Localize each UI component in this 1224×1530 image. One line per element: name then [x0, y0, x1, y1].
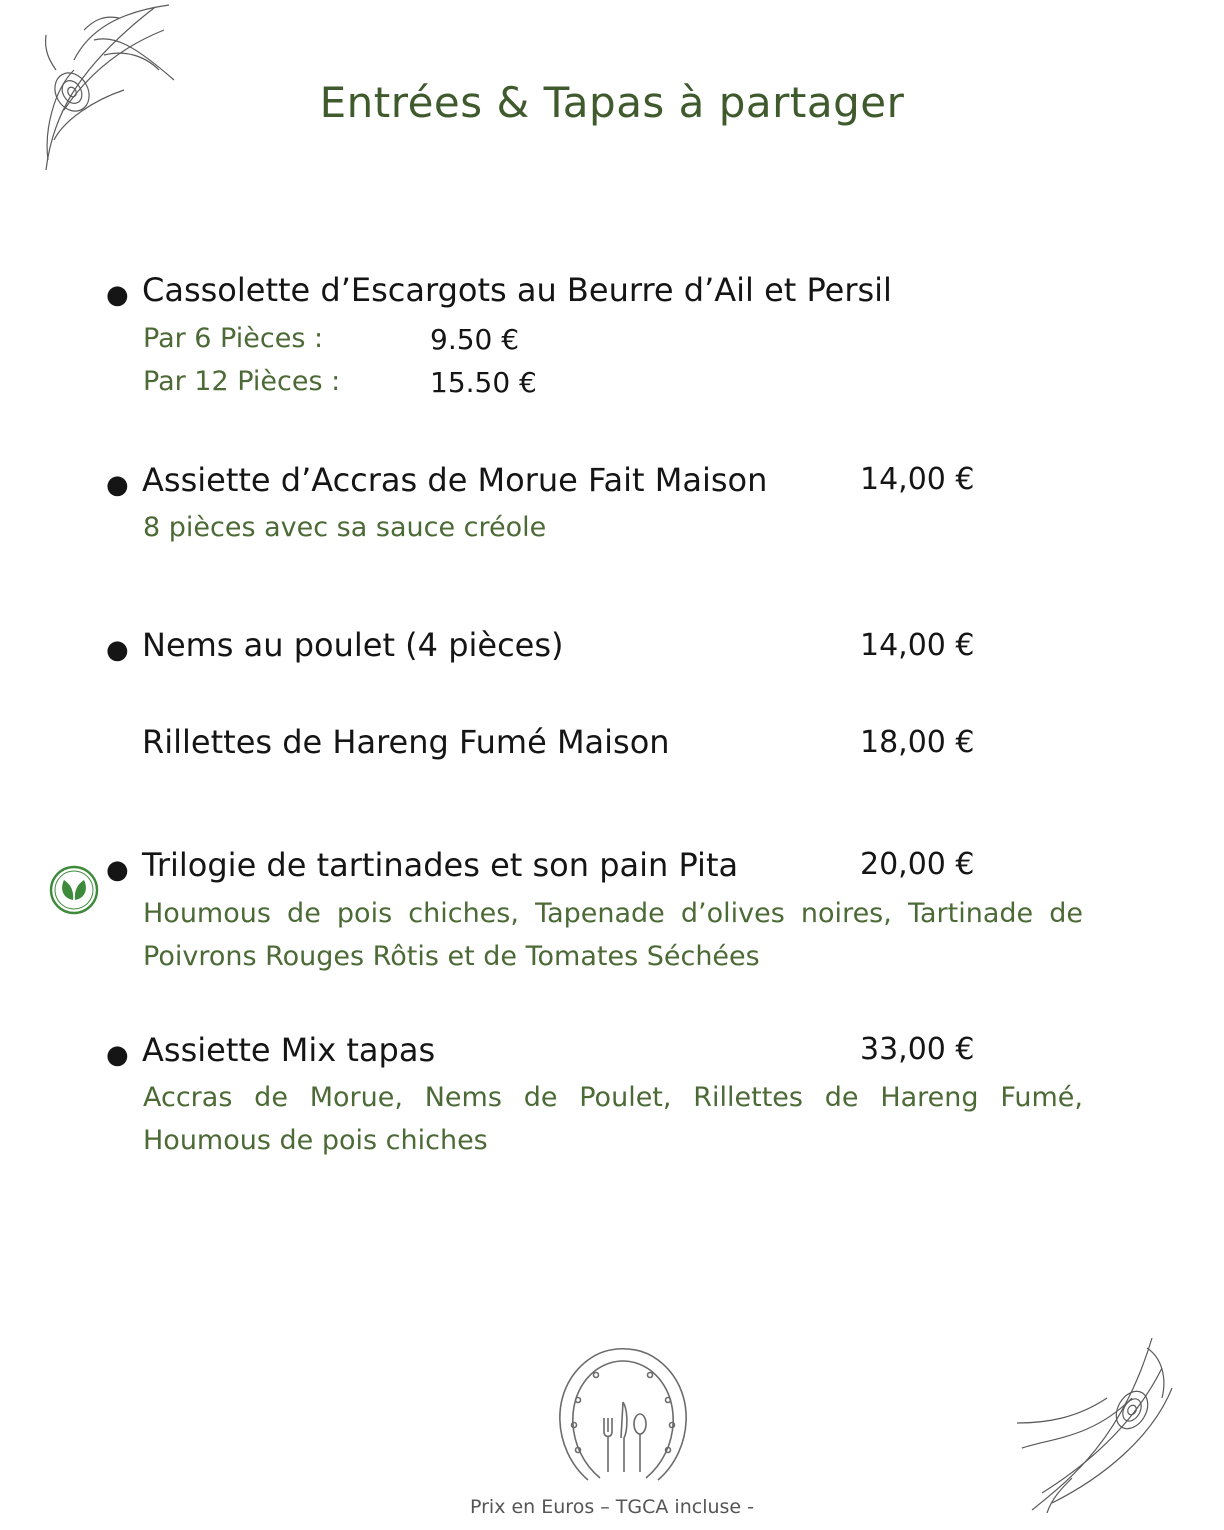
portion-label: Par 12 Pièces : [143, 366, 341, 397]
vegetarian-leaf-icon [48, 864, 100, 916]
menu-item-name: Assiette Mix tapas [142, 1031, 436, 1069]
menu-item-name: Assiette d’Accras de Morue Fait Maison [142, 461, 768, 499]
menu-item-price: 18,00 € [860, 725, 975, 760]
menu-item-name: Trilogie de tartinades et son pain Pita [142, 846, 739, 884]
bullet: ● [106, 1040, 129, 1070]
bullet: ● [106, 280, 129, 310]
menu-item-description: Houmous de pois chiches, Tapenade d’olives noires, Tartinade de Poivrons Rouges Rôtis et de Tomates Séchées [143, 898, 1083, 972]
bullet: ● [106, 855, 129, 885]
menu-item-name: Nems au poulet (4 pièces) [142, 626, 564, 664]
bullet: ● [106, 470, 129, 500]
menu-item-name: Rillettes de Hareng Fumé Maison [142, 723, 670, 761]
horseshoe-cutlery-logo [548, 1340, 698, 1490]
footer-note: Prix en Euros – TGCA incluse - [469, 1496, 755, 1518]
menu-item-price: 20,00 € [860, 847, 975, 882]
menu-item-price: 14,00 € [860, 462, 975, 497]
portion-price: 9.50 € [430, 323, 520, 356]
portion-label: Par 6 Pièces : [143, 323, 324, 354]
bullet: ● [106, 635, 129, 665]
menu-item-price: 33,00 € [860, 1032, 975, 1067]
menu-item-name: Cassolette d’Escargots au Beurre d’Ail et Persil [142, 271, 892, 309]
menu-item-description: 8 pièces avec sa sauce créole [143, 512, 547, 543]
peacock-feather-icon [1012, 1328, 1182, 1518]
menu-item-description: Accras de Morue, Nems de Poulet, Rillettes de Hareng Fumé, Houmous de pois chiches [143, 1082, 1083, 1156]
menu-item-price: 14,00 € [860, 628, 975, 663]
page-title: Entrées & Tapas à partager [319, 78, 905, 127]
portion-price: 15.50 € [430, 366, 537, 399]
